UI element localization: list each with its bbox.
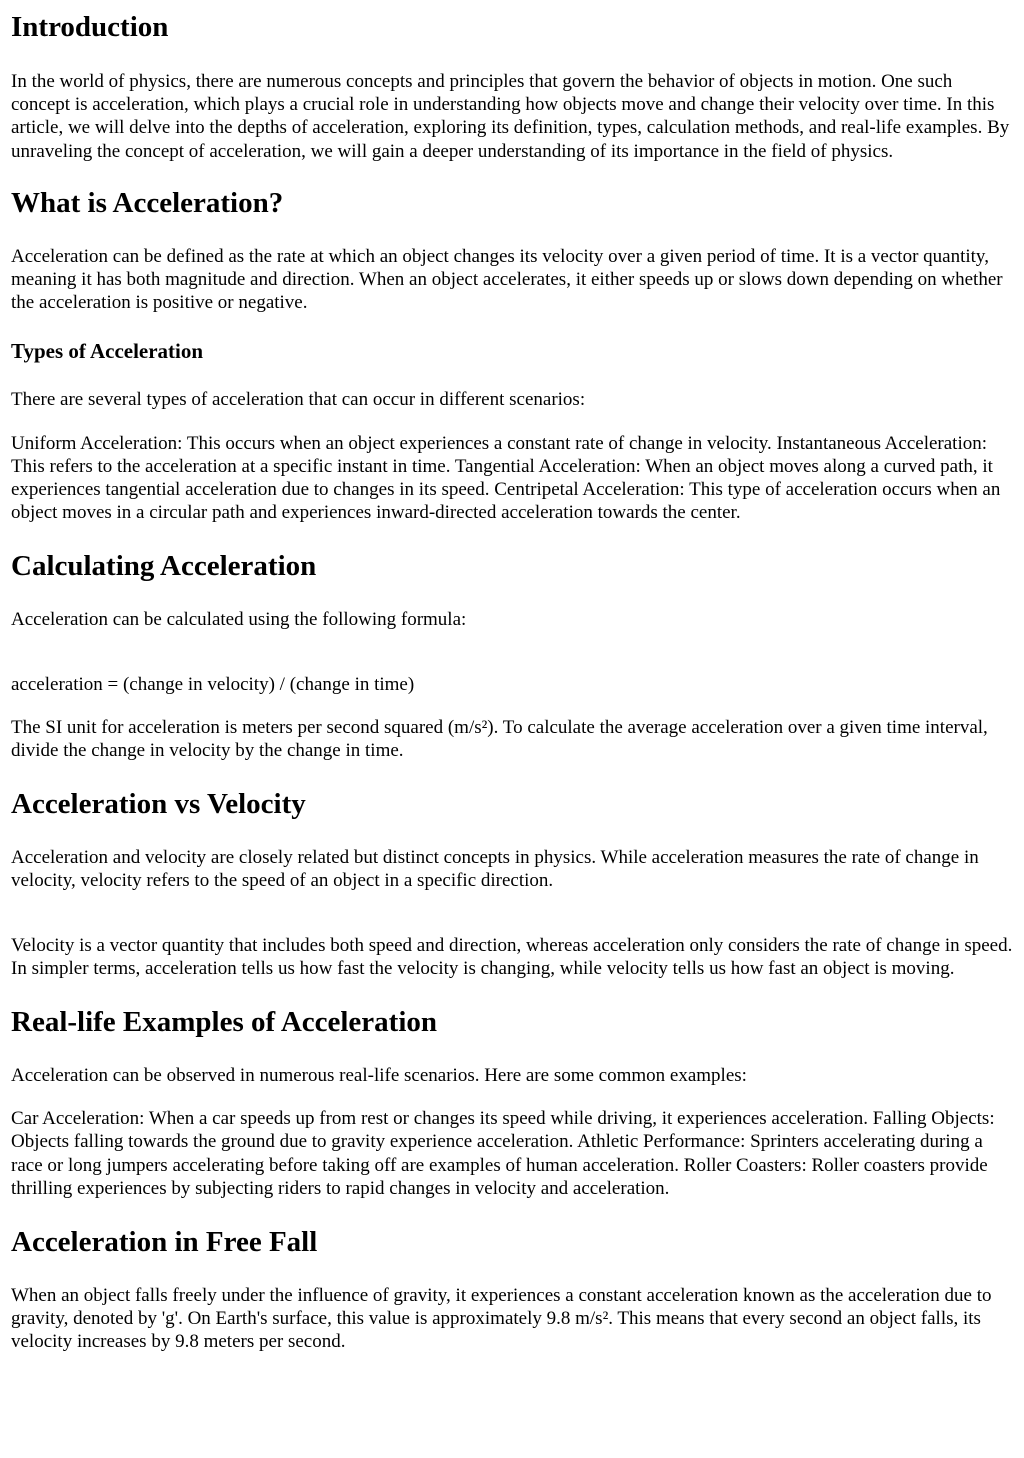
paragraph-types-list: Uniform Acceleration: This occurs when an object experiences a constant rate of change in velocity. Instantaneous Acceleration: This refers to the acceleration at a specific instant in time. Tangential Acceleration: When an object moves along a curved path, it experiences tangential acceleration due to changes in its speed. Centripetal Acceleration: This type of acceleration occurs when an object moves in a circular path and experiences inward-directed acceleration towards the center. xyxy=(11,432,1001,524)
paragraph-examples-list: Car Acceleration: When a car speeds up from rest or changes its speed while driving, it experiences acceleration. Falling Objects: Objects falling towards the ground due to gravity experience acceleration. Athletic Performance: Sprinters accelerating during a race or long jumpers accelerating before taking off are examples of human acceleration. Roller Coasters: Roller coasters provide thrilling experiences by subjecting riders to rapid changes in velocity and acceleration. xyxy=(11,1108,995,1199)
paragraph-definition: Acceleration can be defined as the rate at which an object changes its velocity over a given period of time. It is a vector quantity, meaning it has both magnitude and direction. When an object accelerates, it either speeds up or slows down depending on whether the acceleration is positive or negative. xyxy=(11,245,1003,314)
paragraph-examples-intro: Acceleration can be observed in numerous real-life scenarios. Here are some common examples: xyxy=(11,1065,747,1087)
paragraph-si-unit: The SI unit for acceleration is meters per second squared (m/s²). To calculate the average acceleration over a given time interval, divide the change in velocity by the change in time. xyxy=(11,716,988,762)
paragraph-free-fall: When an object falls freely under the influence of gravity, it experiences a constant acceleration known as the acceleration due to gravity, denoted by 'g'. On Earth's surface, this value is approximately 9.8 m/s². This means that every second an object falls, its velocity increases by 9.8 meters per second. xyxy=(11,1285,992,1353)
paragraph-comparison: Acceleration and velocity are closely related but distinct concepts in physics. While acceleration measures the rate of change in velocity, velocity refers to the speed of an object in a specific direction. xyxy=(11,847,979,892)
heading-what-is-acceleration: What is Acceleration? xyxy=(11,186,284,219)
heading-free-fall: Acceleration in Free Fall xyxy=(11,1226,318,1259)
article xyxy=(0,10,1024,1354)
heading-calculating-acceleration: Calculating Acceleration xyxy=(11,550,317,583)
paragraph-calculation-intro: Acceleration can be calculated using the following formula: xyxy=(11,609,467,631)
formula: acceleration = (change in velocity) / (change in time) xyxy=(11,673,415,695)
heading-real-life-examples: Real-life Examples of Acceleration xyxy=(11,1006,438,1039)
paragraph-introduction: In the world of physics, there are numerous concepts and principles that govern the behavior of objects in motion. One such concept is acceleration, which plays a crucial role in understanding how objects move and change their velocity over time. In this article, we will delve into the depths of acceleration, exploring its definition, types, calculation methods, and real-life examples. By unraveling the concept of acceleration, we will gain a deeper understanding of its importance in the field of physics. xyxy=(11,71,1010,162)
heading-introduction: Introduction xyxy=(11,11,169,43)
paragraph-velocity-vector: Velocity is a vector quantity that includes both speed and direction, whereas acceleration only considers the rate of change in speed. In simpler terms, acceleration tells us how fast the velocity is changing, while velocity tells us how fast an object is moving. xyxy=(11,934,1013,979)
heading-types-of-acceleration: Types of Acceleration xyxy=(11,339,204,364)
paragraph-types-intro: There are several types of acceleration that can occur in different scenarios: xyxy=(11,389,586,411)
heading-acceleration-vs-velocity: Acceleration vs Velocity xyxy=(11,788,306,821)
